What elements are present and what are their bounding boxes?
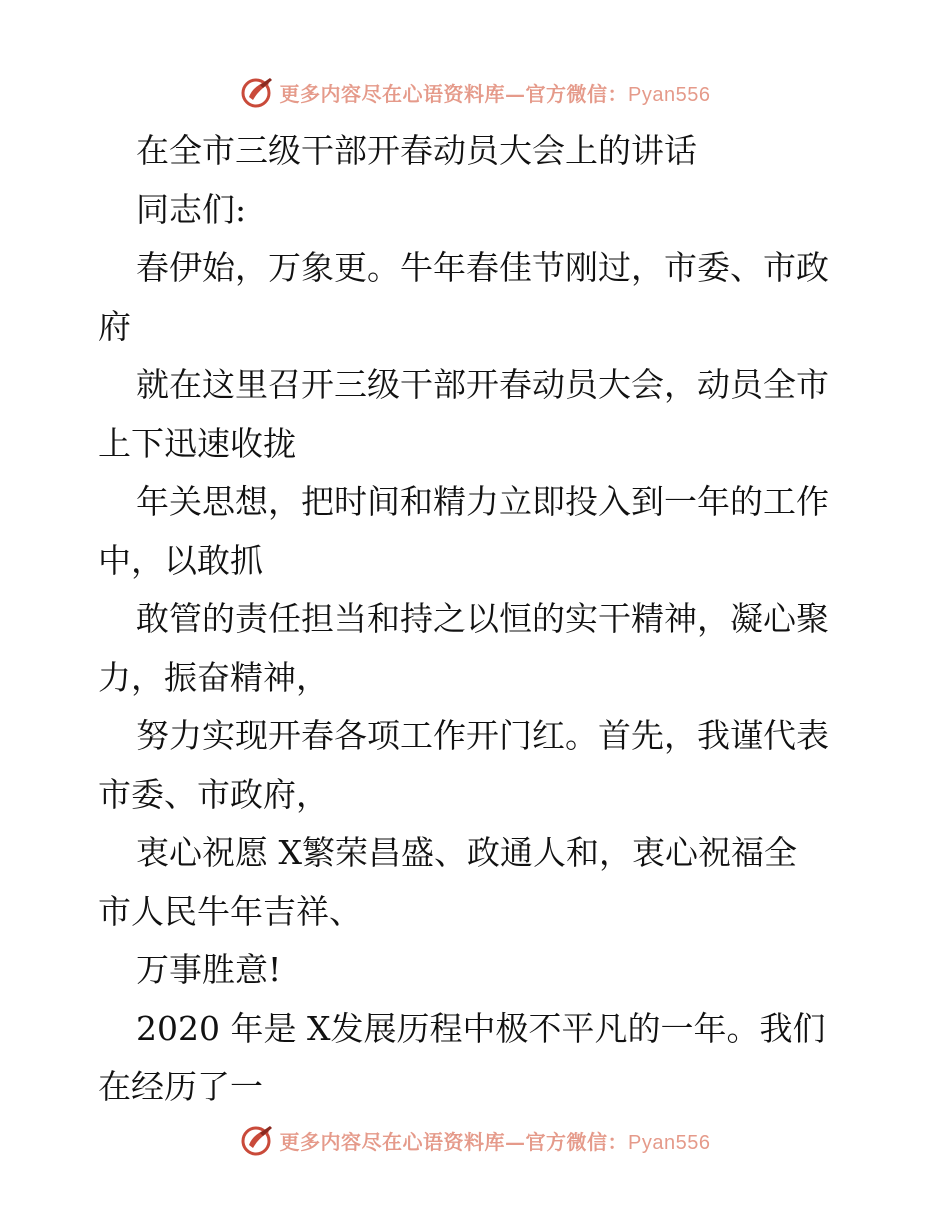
paragraph-line: 上下迅速收拢 <box>98 423 296 463</box>
brush-logo-icon <box>240 75 274 109</box>
salutation: 同志们: <box>136 189 247 229</box>
paragraph-line: 府 <box>98 306 131 346</box>
document-title: 在全市三级干部开春动员大会上的讲话 <box>136 131 697 170</box>
paragraph-line: 市委、市政府， <box>98 774 329 814</box>
paragraph-line: 就在这里召开三级干部开春动员大会，动员全市 <box>136 365 829 404</box>
document-body <box>98 122 858 1117</box>
header-watermark-text: 更多内容尽在心语资料库—官方微信：Pyan556 <box>279 81 711 106</box>
footer-watermark-text: 更多内容尽在心语资料库—官方微信：Pyan556 <box>279 1129 711 1154</box>
footer-watermark-banner <box>0 1120 950 1160</box>
paragraph-line: 敢管的责任担当和持之以恒的实干精神，凝心聚 <box>136 599 829 638</box>
paragraph-line: 2020 年是 X发展历程中极不平凡的一年。我们 <box>136 1008 826 1048</box>
paragraph-line: 力，振奋精神， <box>98 657 329 697</box>
header-watermark-banner <box>0 72 950 112</box>
paragraph-line: 市人民牛年吉祥、 <box>98 891 362 931</box>
paragraph-line: 春伊始，万象更。牛年春佳节刚过，市委、市政 <box>136 248 829 287</box>
paragraph-line: 万事胜意! <box>136 950 282 989</box>
paragraph-line: 年关思想，把时间和精力立即投入到一年的工作 <box>136 482 829 521</box>
paragraph-line: 在经历了一 <box>98 1067 263 1106</box>
paragraph-line: 努力实现开春各项工作开门红。首先，我谨代表 <box>136 716 829 755</box>
paragraph-line: 中，以敢抓 <box>98 540 263 580</box>
paragraph-line: 衷心祝愿 X繁荣昌盛、政通人和，衷心祝福全 <box>136 833 797 872</box>
brush-logo-icon <box>240 1123 274 1157</box>
